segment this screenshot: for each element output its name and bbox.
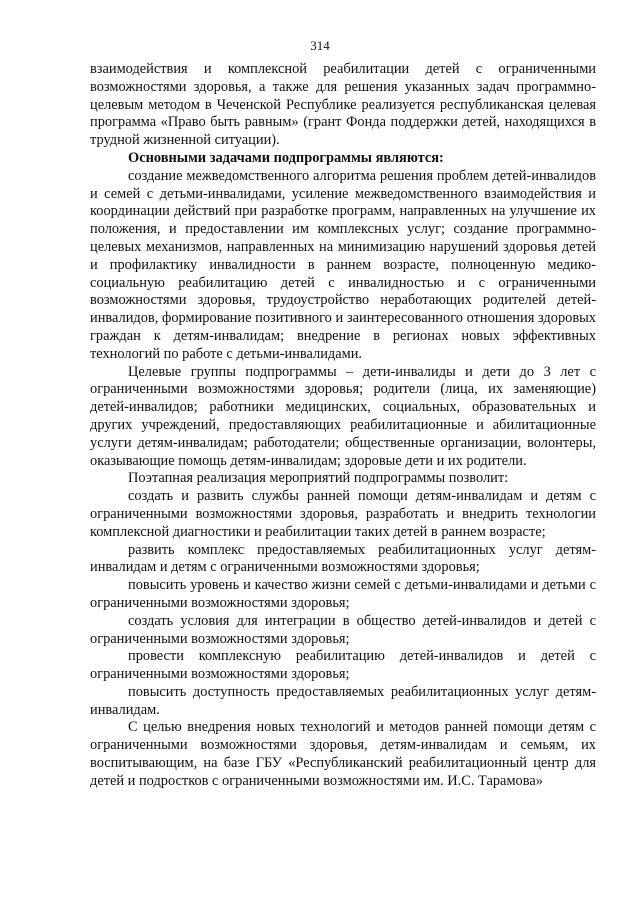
paragraph-tasks-list: создание межведомственного алгоритма решения проблем детей-инвалидов и семей с детьми-инвалидами, усиление межведомственного взаимодействия и координации действий при разработке программ, направленных на улучшение их положения, и предоставлении им комплексных услуг; создание программно-целевых механизмов, направленных на минимизацию нарушений здоровья детей и профилактику инвалидности в раннем возрасте, полноценную медико-социальную реабилитацию детей с инвалидностью и с ограниченными возможностями здоровья, трудоустройство неработающих родителей детей-инвалидов, формирование позитивного и заинтересованного отношения здоровых граждан к детям-инвалидам; внедрение в регионах новых эффективных технологий по работе с детьми-инвалидами. bbox=[90, 167, 596, 362]
paragraph-intro-continuation: взаимодействия и комплексной реабилитации детей с ограниченными возможностями здоровья, а также для решения указанных задач программно-целевым методом в Чеченской Республике реализуется республиканская целевая программа «Право быть равным» (грант Фонда поддержки детей, находящихся в трудной жизненной ситуации). bbox=[90, 61, 596, 149]
document-body bbox=[90, 61, 596, 791]
paragraph-new-technologies: С целью внедрения новых технологий и методов ранней помощи детям с ограниченными возможностями здоровья, детям-инвалидам и семьям, их воспитывающим, на базе ГБУ «Республиканский реабилитационный центр для детей и подростков с ограниченными возможностями им. И.С. Тарамова» bbox=[90, 719, 596, 789]
paragraph-tasks-heading: Основными задачами подпрограммы являются: bbox=[128, 149, 444, 166]
paragraph-outcome-quality-of-life: повысить уровень и качество жизни семей с детьми-инвалидами и детьми с ограниченными возможностями здоровья; bbox=[90, 577, 596, 611]
paragraph-outcome-early-help: создать и развить службы ранней помощи детям-инвалидам и детям с ограниченными возможностями здоровья, разработать и внедрить технологии комплексной диагностики и реабилитации таких детей в раннем возрасте; bbox=[90, 488, 596, 540]
page-number: 314 bbox=[310, 38, 330, 53]
paragraph-implementation-intro: Поэтапная реализация мероприятий подпрограммы позволит: bbox=[128, 470, 509, 487]
paragraph-outcome-accessibility: повысить доступность предоставляемых реабилитационных услуг детям-инвалидам. bbox=[90, 683, 596, 718]
paragraph-outcome-rehab-services: развить комплекс предоставляемых реабилитационных услуг детям-инвалидам и детям с ограниченными возможностями здоровья; bbox=[90, 541, 596, 576]
paragraph-target-groups: Целевые группы подпрограммы – дети-инвалиды и дети до 3 лет с ограниченными возможностями здоровья; родители (лица, их заменяющие) детей-инвалидов; работники медицинских, социальных, образовательных и других учреждений, предоставляющих реабилитационные и абилитационные услуги детям-инвалидам; работодатели; общественные организации, волонтеры, оказывающие помощь детям-инвалидам; здоровые дети и их родители. bbox=[90, 363, 596, 469]
paragraph-outcome-integration: создать условия для интеграции в общество детей-инвалидов и детей с ограниченными возможностями здоровья; bbox=[90, 612, 596, 647]
paragraph-outcome-complex-rehab: провести комплексную реабилитацию детей-инвалидов и детей с ограниченными возможностями здоровья; bbox=[90, 648, 596, 683]
